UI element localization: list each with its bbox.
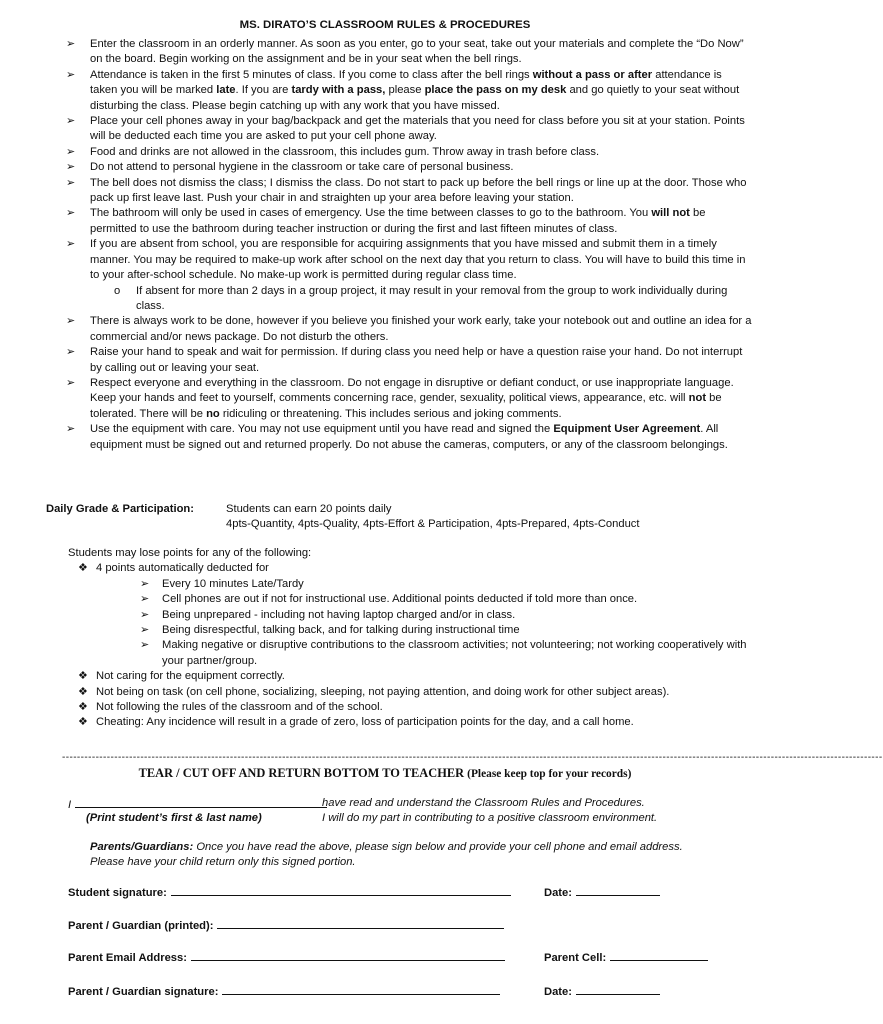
rule-item [66,68,752,114]
rule-item [66,206,752,237]
other-deduction-text: Not following the rules of the classroom and of the school. [96,701,383,714]
arrow-bullet-icon: ➢ [66,315,76,328]
rule-text: late [216,84,236,97]
other-deduction-item [78,669,758,684]
arrow-bullet-icon: ➢ [66,376,76,389]
rule-text: will not [651,207,690,220]
auto-deduction-item [140,608,758,623]
guardian-printed-field [68,917,504,934]
rule-text: Raise your hand to speak and wait for permission. If during class you need help or have a question raise your hand. Do not interrupt by calling out or leaving your seat. [90,346,743,374]
rule-item [66,160,752,175]
rule-sub-text: If absent for more than 2 days in a group project, it may result in your removal from the group to work individually during class. [136,284,728,312]
rule-text: Attendance is taken in the first 5 minutes of class. If you come to class after the bell rings [90,68,533,81]
rule-text: Enter the classroom in an orderly manner. As soon as you enter, go to your seat, take out your materials and complete the “Do Now” on the board. Begin working on the assignment and be in your seat when the bell rings. [90,38,744,66]
auto-deduction-text: Cell phones are out if not for instructional use. Additional points deducted if told more than once. [162,593,638,606]
diamond-bullet-icon: ❖ [78,685,89,698]
rule-item [66,145,752,160]
arrow-bullet-icon: ➢ [66,115,76,128]
rule-text: without a pass or after [532,68,653,81]
arrow-bullet-icon: ➢ [140,593,150,606]
parent-cell-line[interactable] [610,949,708,961]
ack-line2: I will do my part in contributing to a positive classroom environment. [322,812,658,824]
daily-grade-label: Daily Grade & Participation: [46,503,194,515]
guardian-signature-label: Parent / Guardian signature: [68,986,219,998]
arrow-bullet-icon: ➢ [140,624,150,637]
rule-text: tardy with a pass, [291,84,386,97]
rule-text: not [688,392,707,405]
diamond-bullet-icon: ❖ [78,716,89,729]
rules-list [66,37,752,453]
arrow-bullet-icon: ➢ [66,423,76,436]
rule-item [66,237,752,314]
arrow-bullet-icon: ➢ [66,145,76,158]
rule-text: be permitted to use the bathroom during teacher instruction or during the first and last fifteen minutes of class. [90,207,706,235]
auto-deduction-item [140,623,758,638]
point-loss-auto [78,561,758,576]
student-signature-field [68,884,511,901]
parents-instructions [90,840,710,871]
daily-grade-line2: 4pts-Quantity, 4pts-Quality, 4pts-Effort & Participation, 4pts-Prepared, 4pts-Conduct [226,518,640,531]
arrow-bullet-icon: ➢ [66,176,76,189]
parents-text: Once you have read the above, please sign below and provide your cell phone and email address. Please have your child return only this signed portion. [90,841,683,869]
auto-deduction-item [140,577,758,592]
arrow-bullet-icon: ➢ [140,577,150,590]
rule-text: The bathroom will only be used in cases of emergency. Use the time between classes to go to the bathroom. You [90,207,652,220]
print-name-label: (Print student’s first & last name) [86,812,262,824]
daily-grade-text [226,502,746,533]
rule-item [66,176,752,207]
auto-deduction-item [140,592,758,607]
parents-label: Parents/Guardians: [90,841,194,853]
date-field-1 [544,884,660,901]
date-line-1[interactable] [576,884,660,896]
guardian-signature-field [68,983,500,1000]
point-loss-intro: Students may lose points for any of the following: [68,547,312,559]
other-deduction-item [78,700,758,715]
diamond-bullet-icon: ❖ [78,670,89,683]
arrow-bullet-icon: ➢ [66,68,76,81]
guardian-signature-line[interactable] [222,983,500,995]
rule-item [66,376,752,422]
rule-text: . All equipment must be signed out and returned properly. Do not abuse the cameras, computers, or any of the classroom belongings. [90,423,728,451]
rule-item [66,345,752,376]
other-deduction-text: Cheating: Any incidence will result in a grade of zero, loss of participation points for the day, and a call home. [96,716,634,729]
rule-text: ridiculing or threatening. This includes serious and joking comments. [219,407,562,420]
ack-pronoun: I [68,799,72,811]
diamond-bullet-icon: ❖ [78,562,89,575]
arrow-bullet-icon: ➢ [140,639,150,652]
page-title: MS. DIRATO’S CLASSROOM RULES & PROCEDURES [239,19,531,31]
arrow-bullet-icon: ➢ [66,346,76,359]
acknowledgement [68,796,758,824]
rule-text: Equipment User Agreement [553,423,701,436]
rule-item [66,314,752,345]
student-signature-label: Student signature: [68,887,167,899]
rule-item [66,422,752,453]
auto-deduction-text: Being unprepared - including not having laptop charged and/or in class. [162,608,516,621]
rule-text: place the pass on my desk [424,84,567,97]
guardian-printed-line[interactable] [217,917,504,929]
ack-line1: have read and understand the Classroom Rules and Procedures. [322,797,645,809]
arrow-bullet-icon: ➢ [66,238,76,251]
rule-text: . If you are [235,84,292,97]
rule-text: and go quietly to your seat without disturbing the class. Please begin catching up with any work that you have missed. [90,84,740,112]
arrow-bullet-icon: ➢ [140,608,150,621]
auto-deduction-list [68,577,758,669]
rule-text: Place your cell phones away in your bag/backpack and get the materials that you need for class before you sit at your station. Points will be deducted each time you are asked to put your cell phone away. [90,115,745,143]
auto-deduction-text: Every 10 minutes Late/Tardy [162,577,304,590]
rule-item [66,114,752,145]
rule-text: Use the equipment with care. You may not use equipment until you have read and signed the [90,423,554,436]
tear-off-note: (Please keep top for your records) [467,768,632,780]
circle-bullet-icon: o [114,284,121,297]
rule-text: be tolerated. There will be [90,392,722,420]
rule-text: There is always work to be done, however if you believe you finished your work early, take your notebook out and outline an idea for a commercial and/or news package. Do not disturb the others. [90,315,752,343]
rule-text: The bell does not dismiss the class; I dismiss the class. Do not start to pack up before the bell rings or line up at the door. Those who pack up first leave last. Push your chair in and straighten up your area before leaving your station. [90,176,747,205]
parent-cell-label: Parent Cell: [544,952,607,964]
cut-line-divider: ---------------------------------------------------------------------------------------------------------------------------------------------------------------------------------------------------------------------------- [62,752,883,763]
arrow-bullet-icon: ➢ [66,161,76,174]
date-label-1: Date: [544,887,572,899]
date-line-2[interactable] [576,983,660,995]
point-loss-auto-label: 4 points automatically deducted for [96,562,269,575]
parent-cell-field [544,949,708,966]
other-deduction-item [78,715,758,730]
tear-off-main: TEAR / CUT OFF AND RETURN BOTTOM TO TEACHER [138,766,465,780]
arrow-bullet-icon: ➢ [66,38,76,50]
date-label-2: Date: [544,986,572,998]
student-signature-line[interactable] [171,884,511,896]
rule-text: attendance is taken you will be marked [90,68,722,97]
student-name-blank[interactable] [75,796,327,808]
auto-deduction-text: Being disrespectful, talking back, and for talking during instructional time [162,624,520,637]
rule-text: Food and drinks are not allowed in the classroom, this includes gum. Throw away in trash before class. [90,145,600,158]
rule-text: no [206,407,220,420]
date-field-2 [544,983,660,1000]
diamond-bullet-icon: ❖ [78,701,89,714]
point-loss-section [68,546,758,731]
rule-text: Do not attend to personal hygiene in the classroom or take care of personal business. [90,161,514,174]
rule-item [66,37,752,68]
tear-off-heading [0,766,770,782]
rule-text: please [385,84,425,97]
guardian-printed-label: Parent / Guardian (printed): [68,920,214,932]
parent-email-line[interactable] [191,949,505,961]
other-deduction-text: Not caring for the equipment correctly. [96,670,285,683]
parent-email-label: Parent Email Address: [68,952,187,964]
rule-text: Respect everyone and everything in the classroom. Do not engage in disruptive or defiant conduct, or use inappropriate language. Keep your hands and feet to yourself, comments concerning race, gender, sexuality, political views, appearance, etc. will [90,376,734,405]
other-deduction-item [78,685,758,700]
other-deduction-text: Not being on task (on cell phone, socializing, sleeping, not paying attention, and doing work for other subject areas). [96,685,670,698]
auto-deduction-text: Making negative or disruptive contributions to the classroom activities; not volunteering; not working cooperatively with your partner/group. [162,639,747,667]
rule-text: If you are absent from school, you are responsible for acquiring assignments that you have missed and submit them in a timely manner. You may be required to make-up work after school on the next day that you return to class. You will have to build this time in to your after-school schedule. No make-up work is permitted during regular class time. [90,238,746,282]
arrow-bullet-icon: ➢ [66,207,76,220]
auto-deduction-item [140,638,758,669]
rule-sub-item [114,284,752,315]
parent-email-field [68,949,505,966]
daily-grade-line1: Students can earn 20 points daily [226,503,392,515]
other-deduction-list [68,669,758,731]
